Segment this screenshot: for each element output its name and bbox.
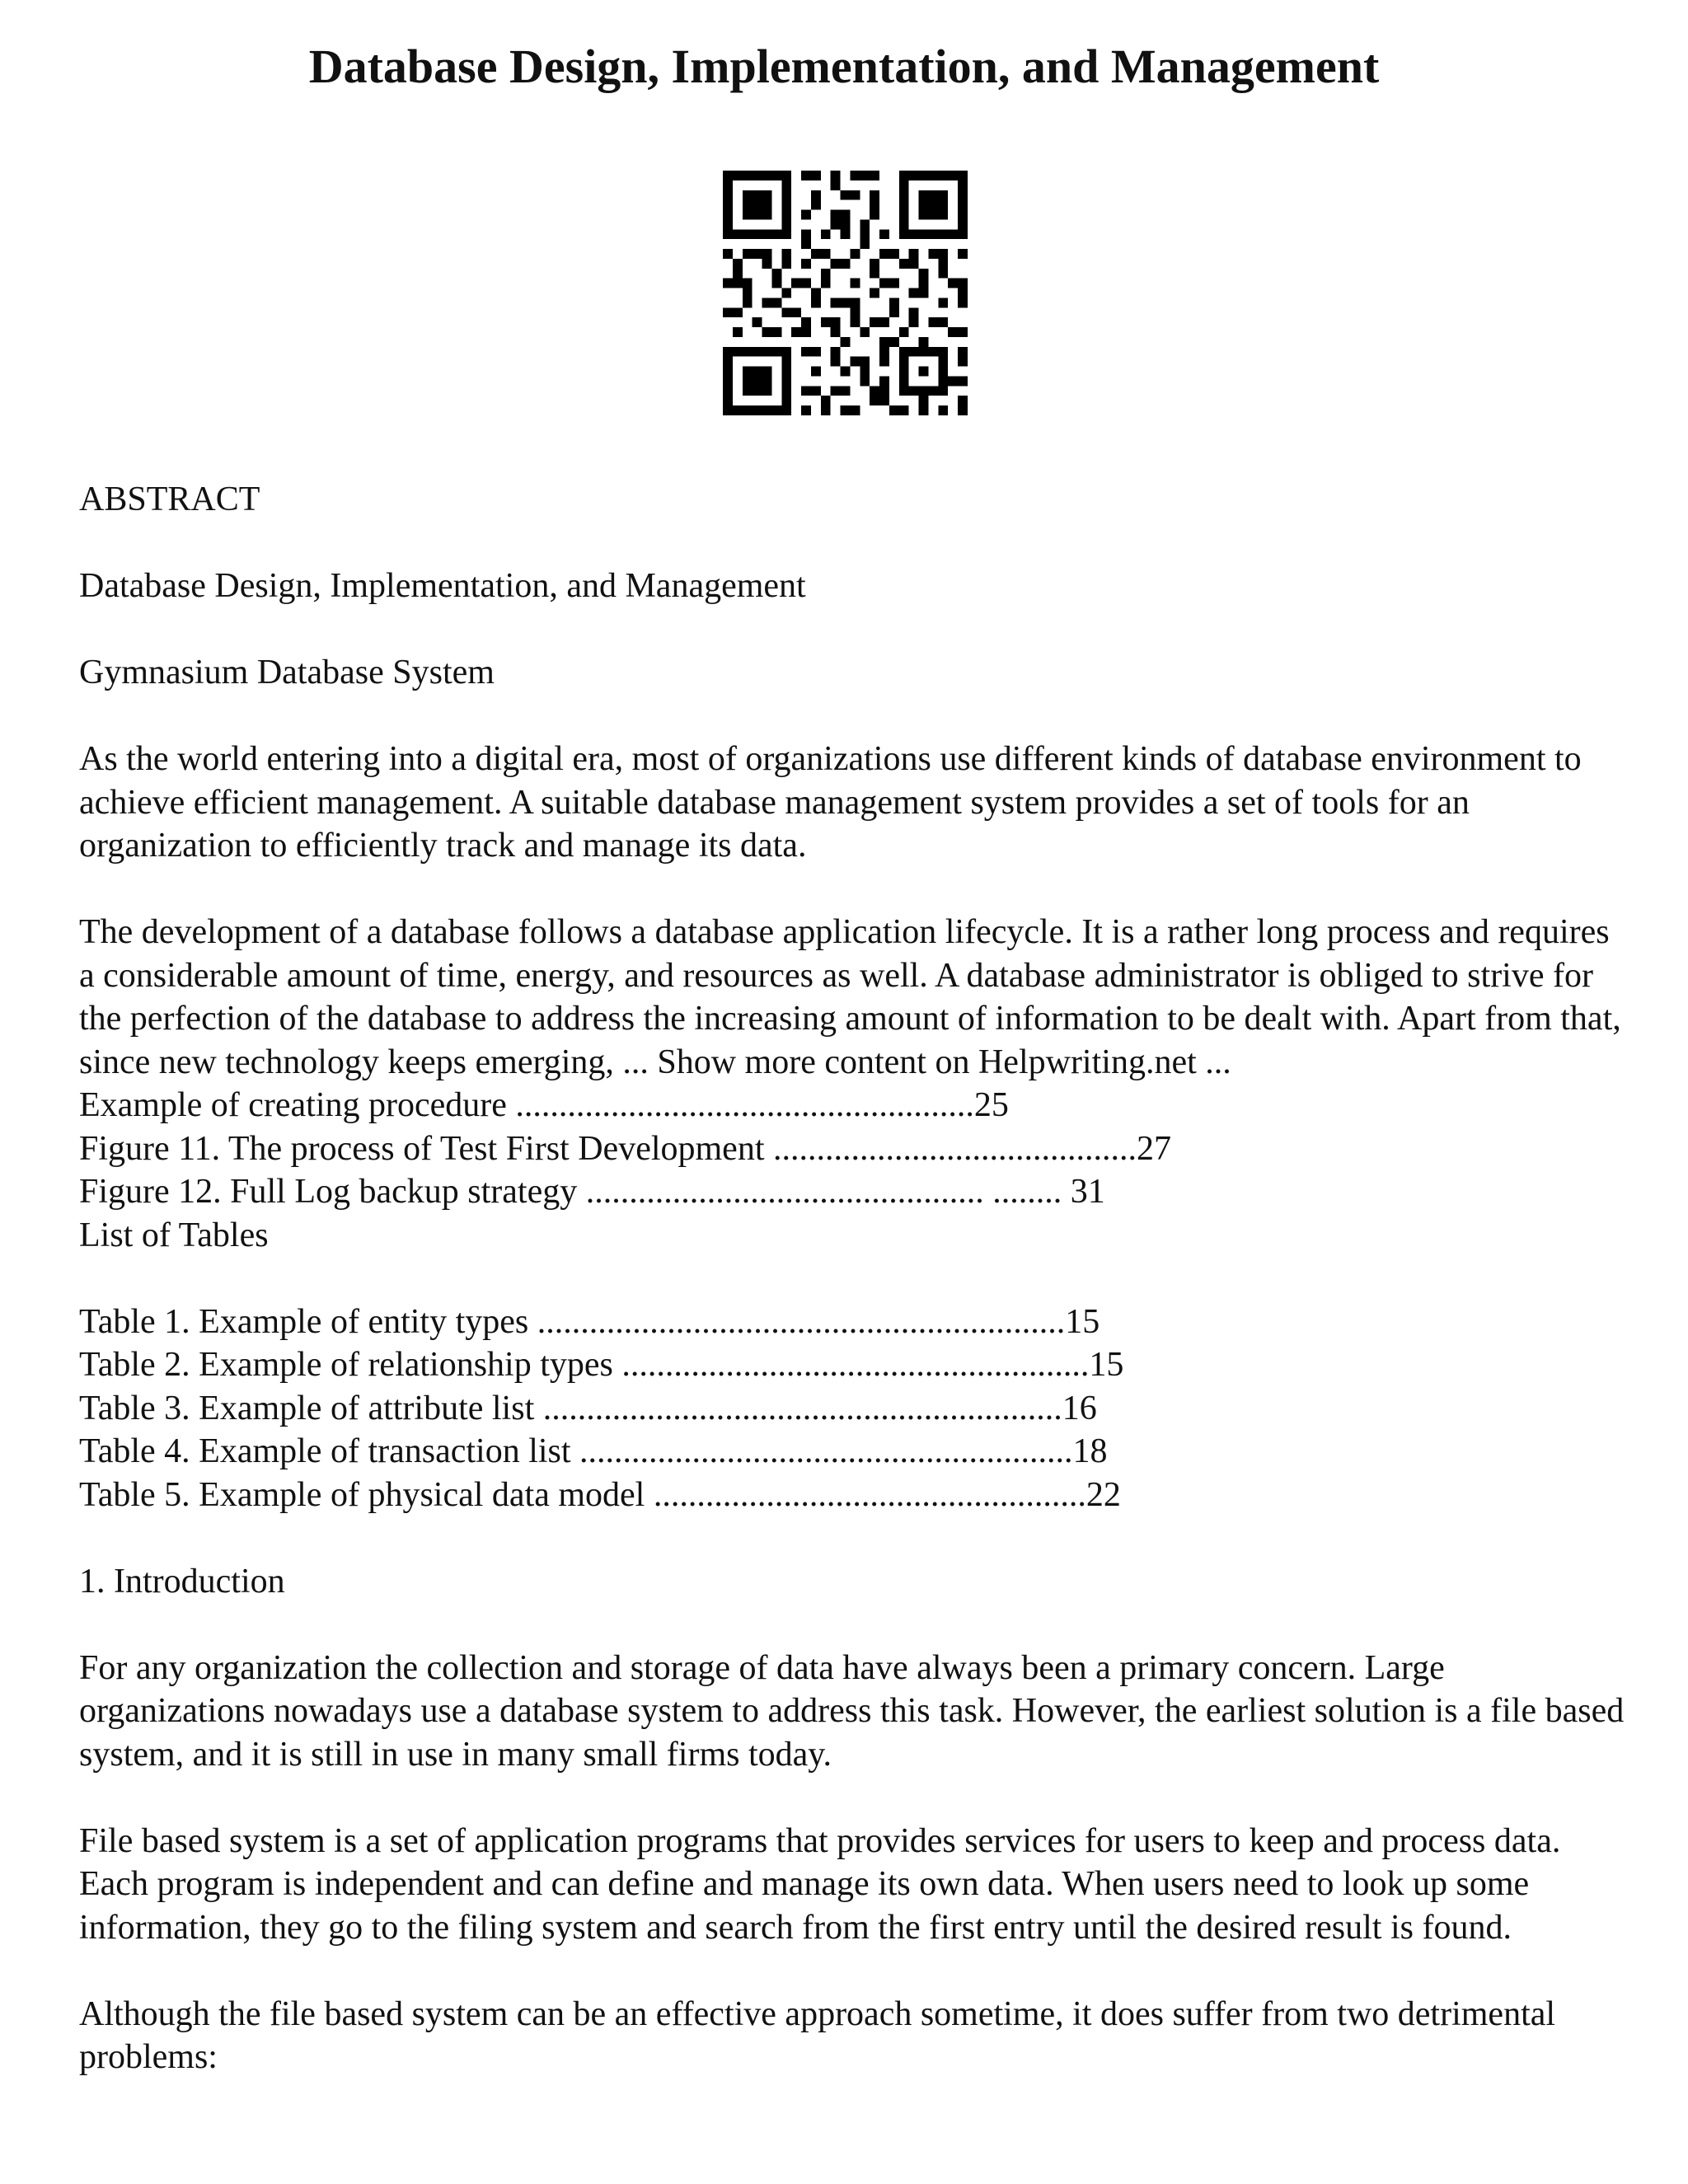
intro-paragraph: Although the file based system can be an effective approach sometime, it does suffer from two detrimental problems:: [79, 1994, 1556, 2076]
introduction-heading: 1. Introduction: [79, 1562, 285, 1601]
abstract-paragraph: As the world entering into a digital era, most of organizations use different kinds of database environment to achieve efficient management. A suitable database management system provides a set of tools for an organization to efficiently track and manage its data.: [79, 740, 1582, 865]
intro-paragraph: For any organization the collection and storage of data have always been a primary concern. Large organizations nowadays use a database system to address this task. However, the earliest solution is a file based system, and it is still in use in many small firms today.: [79, 1648, 1625, 1774]
abstract-paragraph: The development of a database follows a database application lifecycle. It is a rather long process and requires a considerable amount of time, energy, and resources as well. A database administrator is obliged to strive for the perfection of the database to address the increasing amount of information to be dealt with. Apart from that, since new technology keeps emerging, ... Show more content on Helpwriting.net ...: [79, 913, 1621, 1081]
document-title: Database Design, Implementation, and Management: [308, 40, 1380, 93]
table-entry: Table 5. Example of physical data model ..................................................22: [79, 1475, 1121, 1514]
figure-entry: Figure 12. Full Log backup strategy .............................................. ........ 31: [79, 1173, 1105, 1211]
tables-heading: List of Tables: [79, 1216, 269, 1254]
table-entry: Table 1. Example of entity types .............................................................15: [79, 1302, 1100, 1341]
table-entry: Table 4. Example of transaction list .........................................................18: [79, 1432, 1108, 1470]
table-entry: Table 2. Example of relationship types ......................................................15: [79, 1346, 1124, 1384]
figure-entry: Figure 11. The process of Test First Development ..........................................27: [79, 1129, 1171, 1168]
abstract-subtitle: Database Design, Implementation, and Management: [79, 567, 806, 605]
qr-code: [723, 171, 968, 415]
qr-code-image: [723, 171, 968, 415]
abstract-heading: ABSTRACT: [79, 480, 260, 518]
table-entry: Table 3. Example of attribute list ............................................................16: [79, 1389, 1097, 1427]
document-body: [79, 478, 1629, 2079]
figure-entry: Example of creating procedure .....................................................25: [79, 1086, 1009, 1124]
system-name: Gymnasium Database System: [79, 654, 495, 691]
intro-paragraph: File based system is a set of application programs that provides services for users to keep and process data. Each program is independent and can define and manage its own data. When users need to look up some information, they go to the filing system and search from the first entry until the desired result is found.: [79, 1821, 1561, 1947]
